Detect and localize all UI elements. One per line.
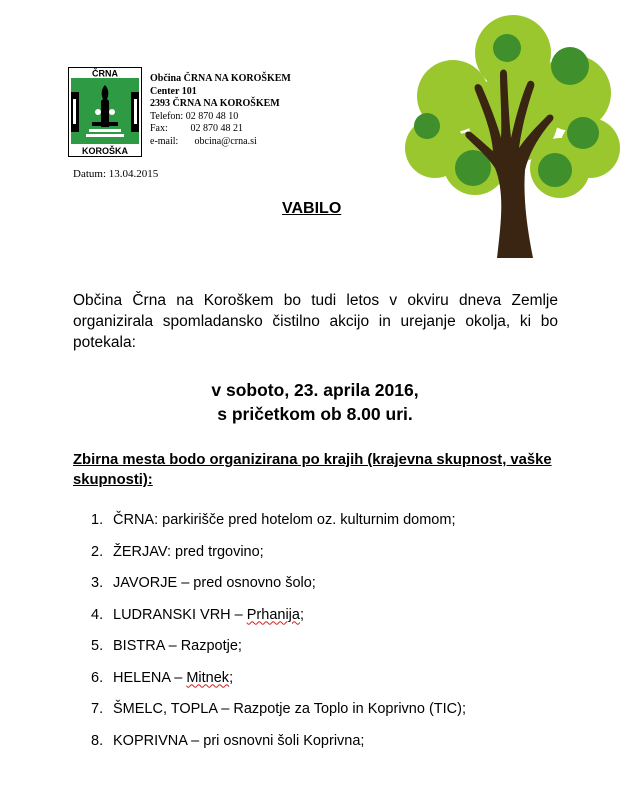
locations-heading: Zbirna mesta bodo organizirana po krajih (krajevna skupnost, vaške skupnosti): [73,452,552,488]
document-date [73,168,158,180]
list-item: 1. ČRNA: parkirišče pred hotelom oz. kulturnim domom; [91,512,456,528]
list-item: 6. HELENA – Mitnek; [91,669,234,686]
tree-hand-icon [395,8,625,266]
fax-value: 02 870 48 21 [190,123,243,134]
list-item: 4. LUDRANSKI VRH – Prhanija; [91,606,304,623]
list-item: 2. ŽERJAV: pred trgovino; [91,543,264,560]
list-item: 5. BISTRA – Razpotje; [91,638,242,654]
email-row [150,136,291,149]
event-time: s pričetkom ob 8.00 uri. [217,404,413,424]
email-label: e-mail: [150,135,179,147]
phone-value: 02 870 48 10 [185,110,239,122]
address-block [150,73,291,148]
municipality-logo [68,67,142,157]
fax-label: Fax: [150,123,168,134]
phone-label: Telefon: [150,110,184,122]
list-item: 3. JAVORJE – pred osnovno šolo; [91,575,316,591]
logo-top-text: ČRNA [92,68,118,79]
event-date: v soboto, 23. aprila 2016, [211,380,419,400]
intro-paragraph: Občina Črna na Koroškem bo tudi letos v okviru dneva Zemlje organizirala spomladansko čistilno akcijo in urejanje okolja, ki bo potekala: [73,292,558,351]
locations-list [91,512,466,764]
fax-row [150,123,291,136]
date-value: 13.04.2015 [108,168,159,180]
date-label: Datum: [73,168,106,180]
phone-row [150,111,291,124]
email-value: obcina@crna.si [194,135,257,147]
logo-bottom-text: KOROŠKA [81,146,129,156]
list-item: 7. ŠMELC, TOPLA – Razpotje za Toplo in Koprivno (TIC); [91,701,466,717]
street-address: Center 101 [150,85,197,97]
postal-address: 2393 ČRNA NA KOROŠKEM [150,98,280,109]
list-item: 8. KOPRIVNA – pri osnovni šoli Koprivna; [91,732,365,749]
municipality-name: Občina ČRNA NA KOROŠKEM [150,73,291,84]
spellcheck-word: Prhanija [246,606,300,623]
page-title: VABILO [282,200,342,217]
spellcheck-word: Mitnek [186,669,230,686]
